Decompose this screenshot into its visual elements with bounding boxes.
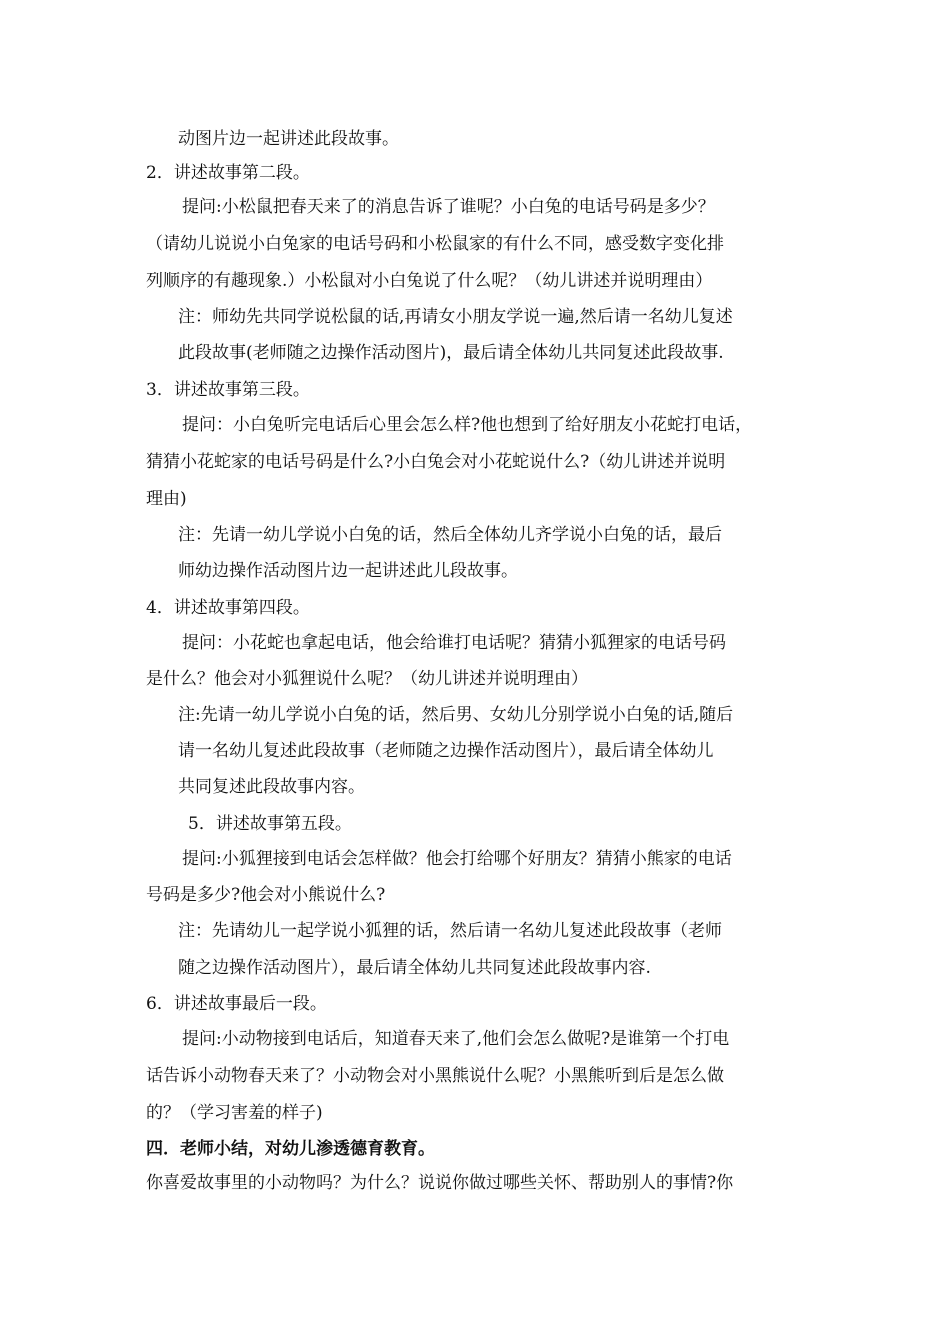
part-heading: 四．老师小结，对幼儿渗透德育教育。: [146, 1139, 435, 1159]
note-line: 此段故事(老师随之边操作活动图片)，最后请全体幼儿共同复述此段故事.: [178, 343, 724, 363]
text-line: 动图片边一起讲述此段故事。: [178, 129, 399, 149]
text-line: 是什么？他会对小狐狸说什么呢？（幼儿讲述并说明理由）: [146, 669, 588, 689]
note-line: 请一名幼儿复述此段故事（老师随之边操作活动图片），最后请全体幼儿: [178, 741, 714, 761]
note-line: 注：先请一幼儿学说小白兔的话，然后全体幼儿齐学说小白兔的话，最后: [178, 525, 722, 545]
text-line: 号码是多少?他会对小熊说什么?: [146, 885, 386, 905]
text-line: 提问:小松鼠把春天来了的消息告诉了谁呢？小白兔的电话号码是多少？: [182, 197, 715, 217]
text-line: 列顺序的有趣现象.）小松鼠对小白兔说了什么呢？（幼儿讲述并说明理由）: [146, 271, 713, 291]
text-line: 提问:小动物接到电话后，知道春天来了,他们会怎么做呢?是谁第一个打电: [182, 1029, 730, 1049]
text-line: 提问：小白兔听完电话后心里会怎么样?他也想到了给好朋友小花蛇打电话，: [182, 415, 753, 435]
section-heading: 5．讲述故事第五段。: [188, 814, 352, 834]
text-line: 提问：小花蛇也拿起电话，他会给谁打电话呢？猜猜小狐狸家的电话号码: [182, 633, 726, 653]
note-line: 注：先请幼儿一起学说小狐狸的话，然后请一名幼儿复述此段故事（老师: [178, 921, 722, 941]
text-line: 提问:小狐狸接到电话会怎样做？他会打给哪个好朋友？猜猜小熊家的电话: [182, 849, 732, 869]
section-heading: 4．讲述故事第四段。: [146, 598, 310, 618]
text-line: 的？（学习害羞的样子): [146, 1103, 323, 1123]
section-heading: 6．讲述故事最后一段。: [146, 994, 327, 1014]
note-line: 师幼边操作活动图片边一起讲述此儿段故事。: [178, 561, 518, 581]
note-line: 共同复述此段故事内容。: [178, 777, 365, 797]
text-line: 你喜爱故事里的小动物吗？为什么？说说你做过哪些关怀、帮助别人的事情?你: [146, 1173, 734, 1193]
text-line: （请幼儿说说小白兔家的电话号码和小松鼠家的有什么不同，感受数字变化排: [146, 234, 724, 254]
note-line: 随之边操作活动图片），最后请全体幼儿共同复述此段故事内容.: [178, 958, 651, 978]
section-heading: 3．讲述故事第三段。: [146, 380, 310, 400]
text-line: 理由): [146, 489, 187, 509]
section-heading: 2．讲述故事第二段。: [146, 163, 310, 183]
note-line: 注:先请一幼儿学说小白兔的话，然后男、女幼儿分别学说小白兔的话,随后: [178, 705, 734, 725]
text-line: 猜猜小花蛇家的电话号码是什么?小白兔会对小花蛇说什么?（幼儿讲述并说明: [146, 452, 726, 472]
text-line: 话告诉小动物春天来了？小动物会对小黑熊说什么呢？小黑熊听到后是怎么做: [146, 1066, 724, 1086]
note-line: 注：师幼先共同学说松鼠的话,再请女小朋友学说一遍,然后请一名幼儿复述: [178, 307, 733, 327]
